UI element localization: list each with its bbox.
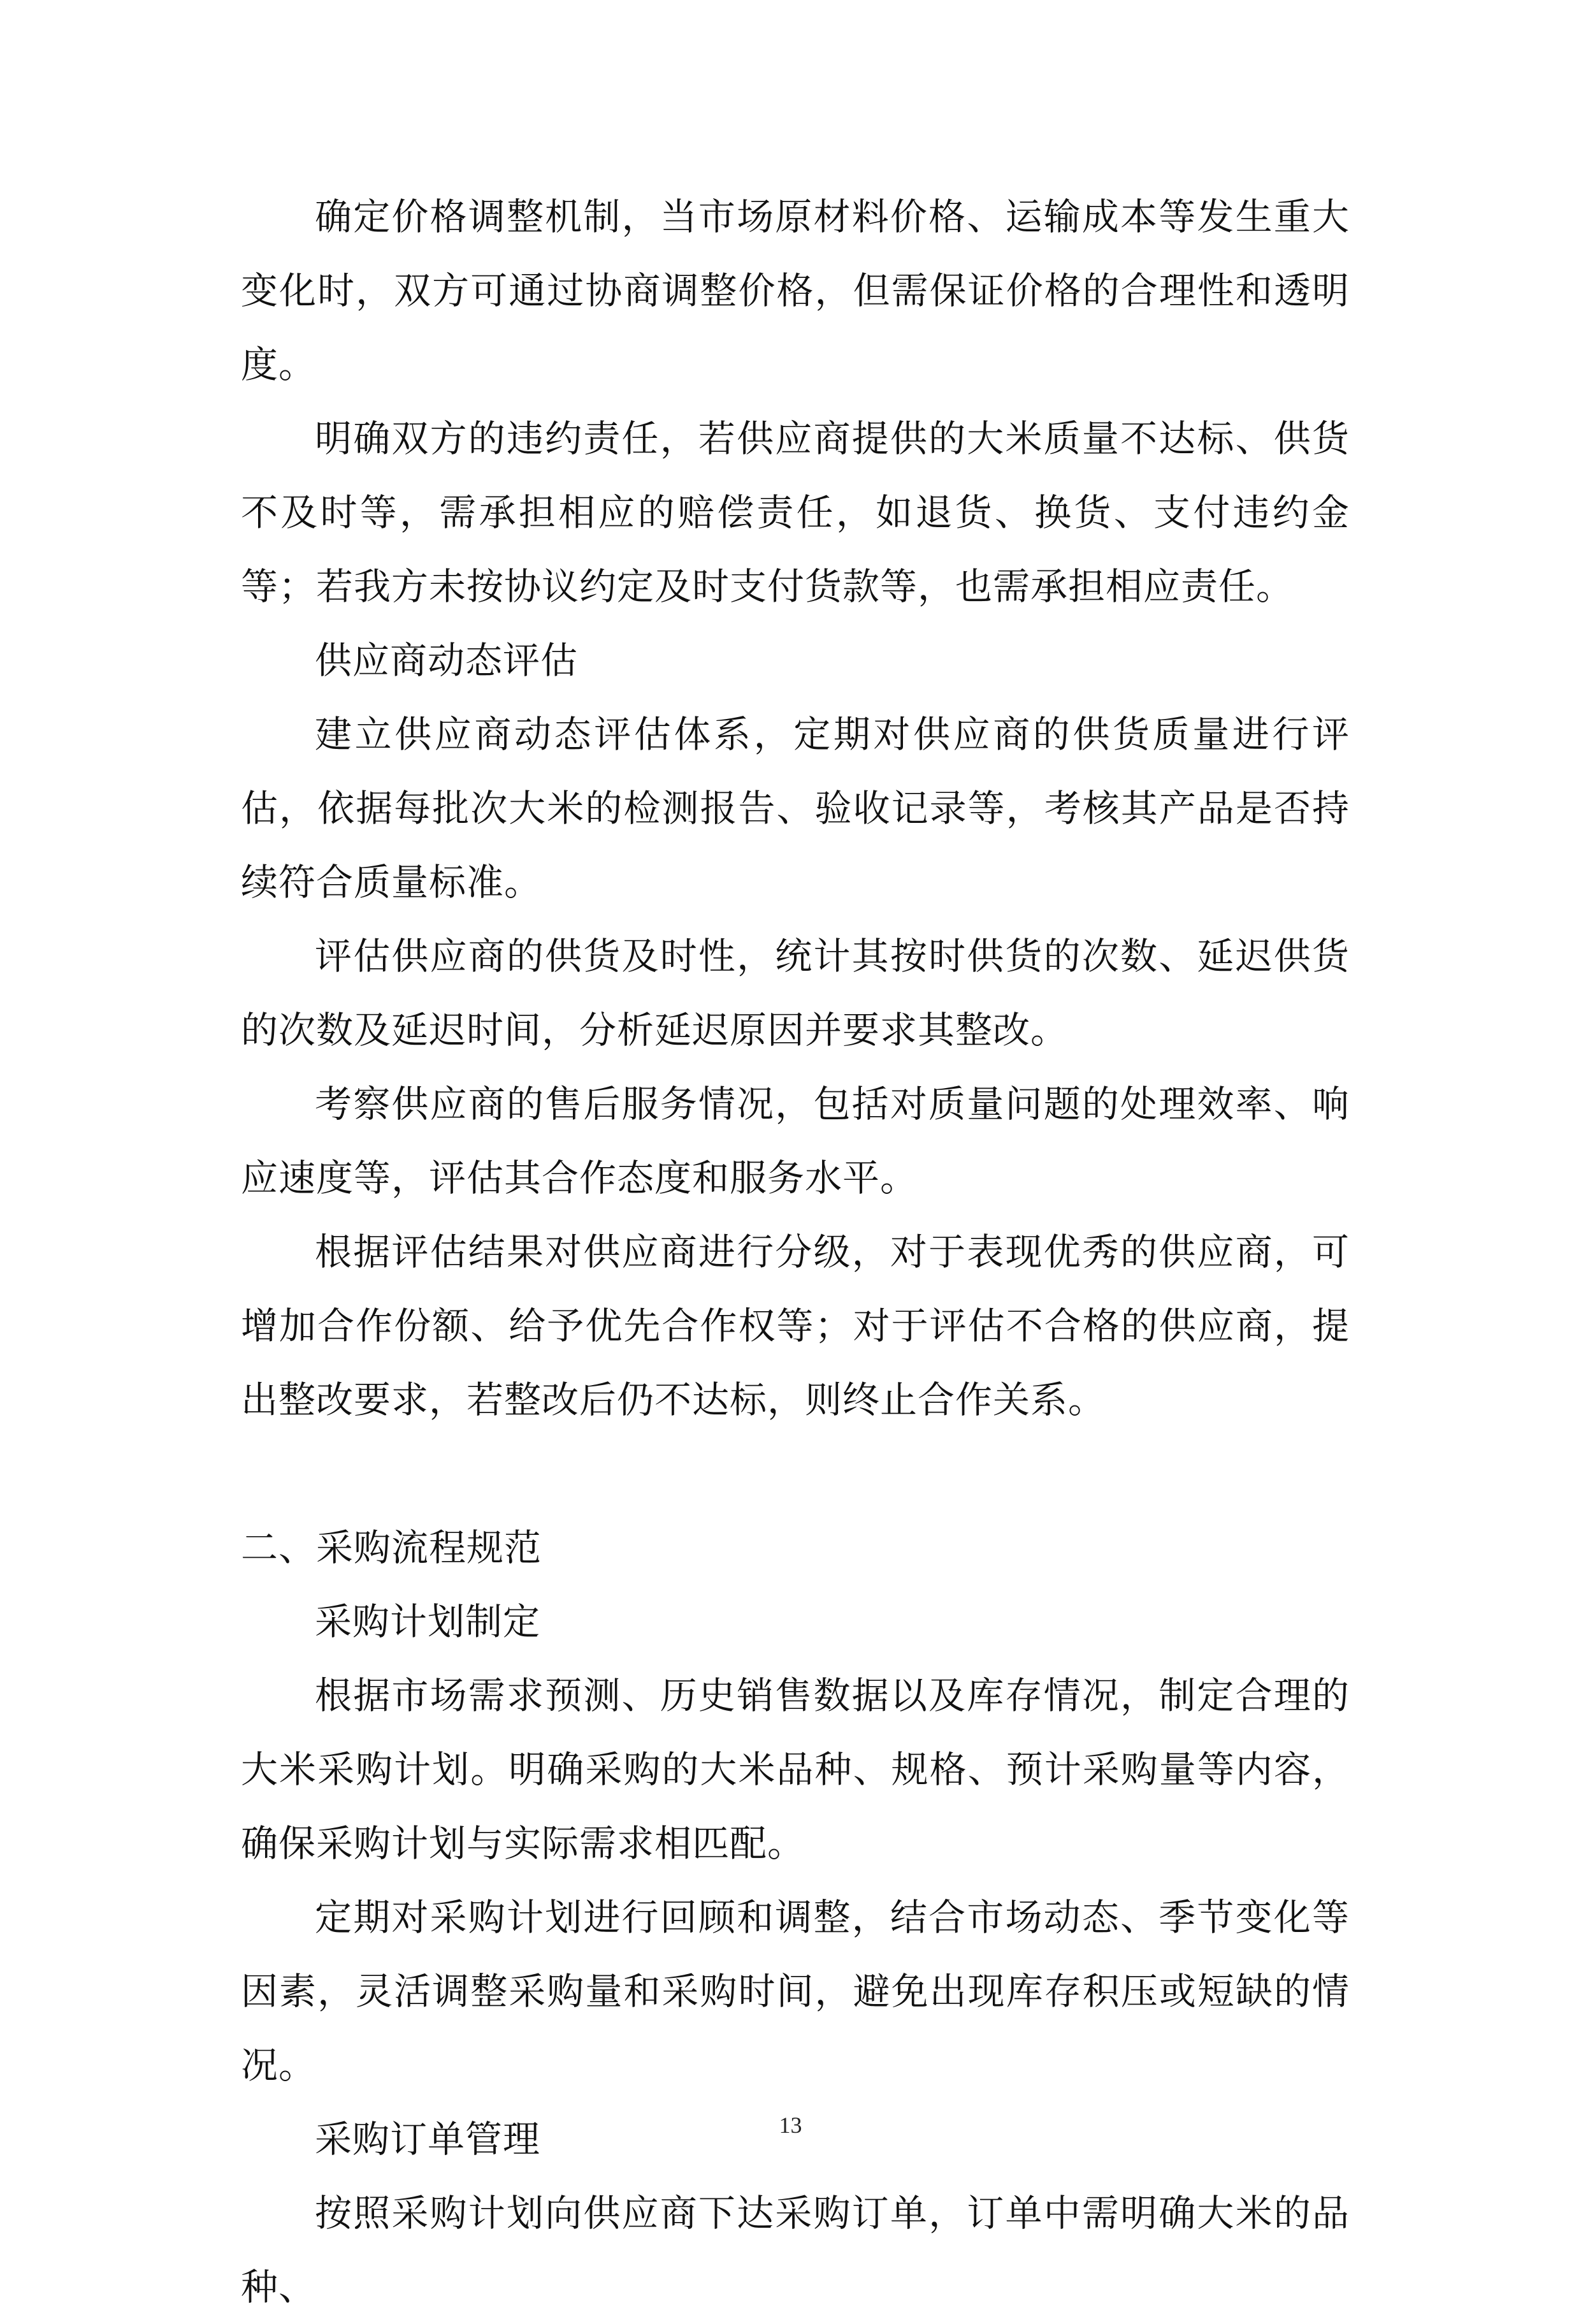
page-body	[241, 180, 1350, 2324]
paragraph-price-adjustment: 确定价格调整机制，当市场原材料价格、运输成本等发生重大变化时，双方可通过协商调整价格，但需保证价格的合理性和透明度。	[241, 195, 1350, 386]
section-heading-procurement-process: 二、采购流程规范	[241, 1526, 542, 1569]
paragraph-after-sales: 考察供应商的售后服务情况，包括对质量问题的处理效率、响应速度等，评估其合作态度和服务水平。	[241, 1082, 1350, 1200]
subheading-procurement-plan: 采购计划制定	[315, 1600, 541, 1643]
paragraph-evaluation-system: 建立供应商动态评估体系，定期对供应商的供货质量进行评估，依据每批次大米的检测报告、验收记录等，考核其产品是否持续符合质量标准。	[241, 713, 1350, 904]
paragraph-order-issuance: 按照采购计划向供应商下达采购订单，订单中需明确大米的品种、	[241, 2191, 1350, 2309]
paragraph-plan-review: 定期对采购计划进行回顾和调整，结合市场动态、季节变化等因素，灵活调整采购量和采购时间，避免出现库存积压或短缺的情况。	[241, 1896, 1350, 2087]
paragraph-plan-formulation: 根据市场需求预测、历史销售数据以及库存情况，制定合理的大米采购计划。明确采购的大米品种、规格、预计采购量等内容，确保采购计划与实际需求相匹配。	[241, 1674, 1350, 1865]
paragraph-breach-liability: 明确双方的违约责任，若供应商提供的大米质量不达标、供货不及时等，需承担相应的赔偿责任，如退货、换货、支付违约金等；若我方未按协议约定及时支付货款等，也需承担相应责任。	[241, 417, 1350, 608]
paragraph-grading: 根据评估结果对供应商进行分级，对于表现优秀的供应商，可增加合作份额、给予优先合作权等；对于评估不合格的供应商，提出整改要求，若整改后仍不达标，则终止合作关系。	[241, 1230, 1350, 1421]
paragraph-delivery-timeliness: 评估供应商的供货及时性，统计其按时供货的次数、延迟供货的次数及延迟时间，分析延迟原因并要求其整改。	[241, 934, 1350, 1052]
subheading-order-management: 采购订单管理	[315, 2117, 541, 2161]
page-number: 13	[779, 2112, 802, 2138]
subheading-supplier-evaluation: 供应商动态评估	[315, 639, 579, 682]
